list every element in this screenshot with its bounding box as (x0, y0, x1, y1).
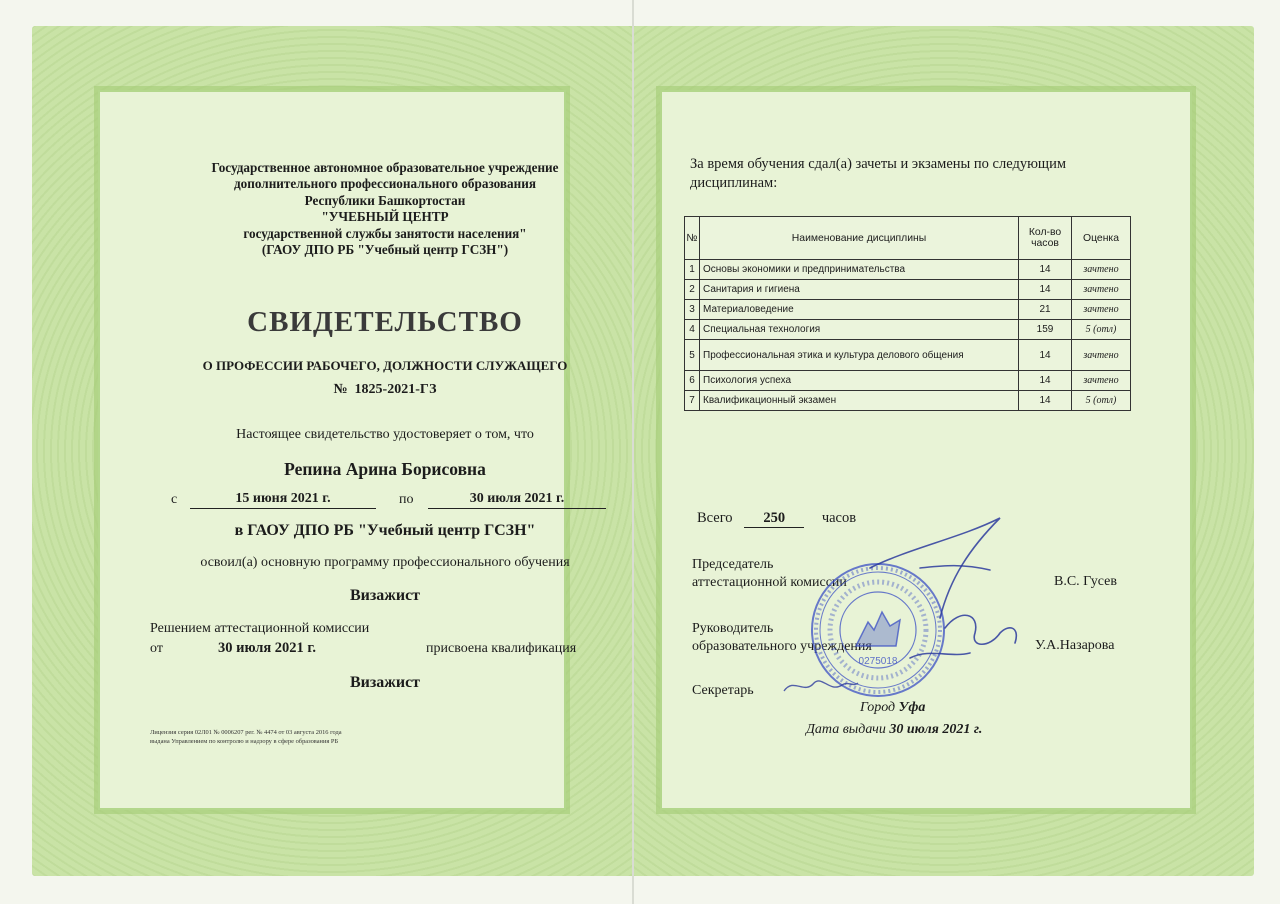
exams-intro: За время обучения сдал(а) зачеты и экзамены по следующим дисциплинам: (690, 156, 1067, 191)
right-page (634, 26, 1254, 876)
table-row (685, 320, 1131, 340)
row-number: 3 (685, 300, 700, 320)
number-sign: № (333, 382, 348, 397)
holder-name: Репина Арина Борисовна (284, 459, 486, 479)
license-info (150, 728, 342, 746)
header-line: "УЧЕБНЫЙ ЦЕНТР (321, 209, 449, 225)
row-hours: 14 (1019, 260, 1072, 280)
row-hours: 159 (1019, 320, 1072, 340)
table-row (685, 391, 1131, 411)
to-date: 30 июля 2021 г. (428, 491, 606, 509)
signature-icon (780, 673, 860, 699)
program-text: освоил(а) основную программу профессионального обучения (200, 555, 570, 570)
license-line: Лицензия серия 02Л01 № 0006207 рег. № 4474 от 03 августа 2016 года (150, 729, 342, 736)
issue-date: 30 июля 2021 г. (889, 722, 983, 737)
header-line: государственной службы занятости населения" (243, 225, 527, 241)
institution-header (150, 160, 620, 258)
hours-label: часов (821, 510, 857, 526)
certificate-title: СВИДЕТЕЛЬСТВО (247, 306, 523, 338)
issue-label: Дата выдачи (806, 722, 886, 737)
row-discipline: Санитария и гигиена (700, 280, 1019, 300)
total-hours: 250 (744, 510, 804, 528)
row-grade: зачтено (1072, 260, 1131, 280)
header-line: Республики Башкортостан (304, 192, 466, 208)
table-row (685, 340, 1131, 371)
row-discipline: Профессиональная этика и культура делового общения (700, 340, 1019, 371)
row-number: 1 (685, 260, 700, 280)
signature-chairman (850, 508, 1040, 698)
city-name: Уфа (898, 700, 926, 715)
to-label: по (399, 492, 414, 507)
head-name: У.А.Назарова (1035, 638, 1115, 653)
row-discipline: Специальная технология (700, 320, 1019, 340)
profession: Визажист (349, 587, 421, 604)
row-grade: зачтено (1072, 340, 1131, 371)
table-row (685, 260, 1131, 280)
license-line: выдана Управлением по контролю и надзору в сфере образования РБ (150, 738, 339, 745)
head-label-line: Руководитель (692, 621, 774, 636)
chairman-label-line: аттестационной комиссии (692, 575, 847, 590)
table-row (685, 371, 1131, 391)
signature-secretary (780, 673, 860, 699)
table-row (685, 280, 1131, 300)
row-discipline: Основы экономики и предпринимательства (700, 260, 1019, 280)
certificate-subtitle: О ПРОФЕССИИ РАБОЧЕГО, ДОЛЖНОСТИ СЛУЖАЩЕГО (202, 358, 568, 373)
row-grade: зачтено (1072, 300, 1131, 320)
city-label: Город (860, 700, 896, 715)
city-line (860, 700, 925, 716)
qualification-label: присвоена квалификация (426, 641, 577, 656)
col-number: № (685, 217, 700, 260)
header-line: дополнительного профессионального образования (234, 176, 536, 192)
intro-text: Настоящее свидетельство удостоверяет о том, что (236, 427, 534, 442)
certificate-number (150, 382, 620, 398)
row-hours: 14 (1019, 371, 1072, 391)
stamp-number: 0275018 (858, 656, 898, 667)
col-hours: Кол-во часов (1019, 217, 1072, 260)
row-number: 2 (685, 280, 700, 300)
total-hours-line (697, 510, 856, 528)
from-label: с (171, 492, 178, 507)
table-row (685, 300, 1131, 320)
col-grade: Оценка (1072, 217, 1131, 260)
col-discipline: Наименование дисциплины (700, 217, 1019, 260)
signature-icon (850, 508, 1040, 698)
row-grade: 5 (отл) (1072, 320, 1131, 340)
row-hours: 14 (1019, 391, 1072, 411)
from-date: 15 июня 2021 г. (190, 491, 376, 509)
row-discipline: Психология успеха (700, 371, 1019, 391)
secretary-label: Секретарь (692, 683, 754, 698)
chairman-name: В.С. Гусев (1054, 574, 1117, 589)
row-grade: 5 (отл) (1072, 391, 1131, 411)
total-label: Всего (697, 510, 733, 526)
table-header-row (685, 217, 1131, 260)
decision-label: Решением аттестационной комиссии (150, 621, 370, 636)
row-number: 7 (685, 391, 700, 411)
issue-date-line (806, 722, 982, 738)
row-hours: 14 (1019, 280, 1072, 300)
qualification: Визажист (349, 674, 421, 691)
chairman-label-line: Председатель (692, 557, 774, 572)
decision-from-label: от (150, 641, 163, 656)
number-value: 1825-2021-ГЗ (354, 382, 437, 397)
row-grade: зачтено (1072, 280, 1131, 300)
disciplines-table (684, 216, 1131, 411)
row-hours: 14 (1019, 340, 1072, 371)
header-line: Государственное автономное образовательное учреждение (211, 160, 559, 175)
row-discipline: Квалификационный экзамен (700, 391, 1019, 411)
organization-name: в ГАОУ ДПО РБ "Учебный центр ГСЗН" (234, 522, 536, 539)
row-number: 4 (685, 320, 700, 340)
header-line: (ГАОУ ДПО РБ "Учебный центр ГСЗН") (261, 242, 509, 258)
row-number: 5 (685, 340, 700, 371)
decision-date: 30 июля 2021 г. (218, 640, 317, 656)
left-page (32, 26, 632, 876)
row-number: 6 (685, 371, 700, 391)
head-label-line: образовательного учреждения (692, 639, 872, 654)
row-grade: зачтено (1072, 371, 1131, 391)
row-discipline: Материаловедение (700, 300, 1019, 320)
row-hours: 21 (1019, 300, 1072, 320)
